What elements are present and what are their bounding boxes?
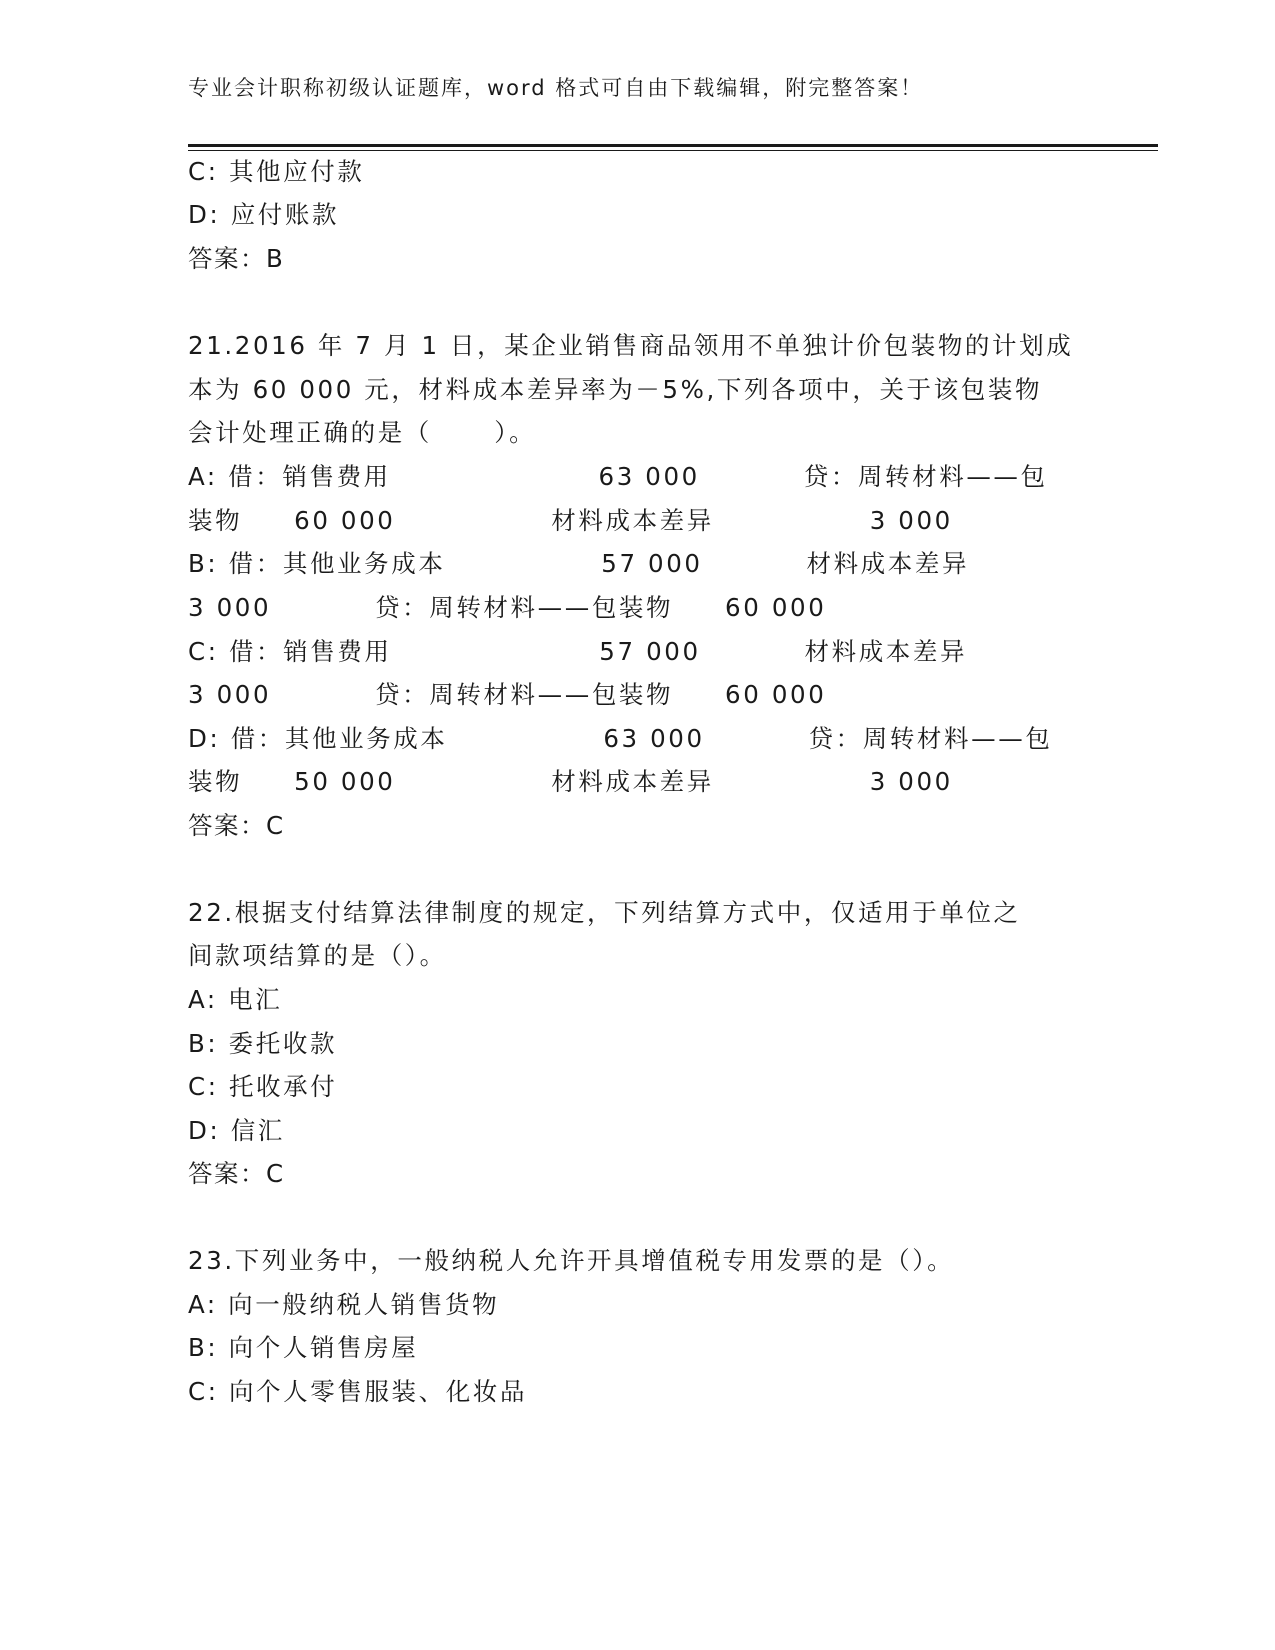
q21-option-b-line-2: 3 000 贷：周转材料——包装物 60 000	[188, 593, 827, 622]
q21-option-d-line-2: 装物 50 000 材料成本差异 3 000	[188, 767, 953, 796]
q22-stem-line-1: 22.根据支付结算法律制度的规定，下列结算方式中，仅适用于单位之	[188, 898, 1021, 927]
q23-stem: 23.下列业务中，一般纳税人允许开具增值税专用发票的是（）。	[188, 1246, 955, 1275]
q23-option-c: C: 向个人零售服装、化妆品	[188, 1377, 528, 1406]
q22-stem-line-2: 间款项结算的是（）。	[188, 941, 447, 970]
q21-stem-line-3: 会计处理正确的是（ ）。	[188, 418, 537, 447]
q20-option-c: C: 其他应付款	[188, 157, 365, 186]
q22-option-d: D: 信汇	[188, 1116, 285, 1145]
q20-answer: 答案：B	[188, 244, 285, 273]
q21-answer: 答案：C	[188, 811, 285, 840]
q23-option-a: A: 向一般纳税人销售货物	[188, 1290, 500, 1319]
q21-option-c-line-1: C: 借：销售费用 57 000 材料成本差异	[188, 637, 968, 666]
q21-option-a-line-1: A: 借：销售费用 63 000 贷：周转材料——包	[188, 462, 1048, 491]
q21-option-a-line-2: 装物 60 000 材料成本差异 3 000	[188, 506, 953, 535]
q22-option-b: B: 委托收款	[188, 1029, 338, 1058]
q22-option-c: C: 托收承付	[188, 1072, 338, 1101]
q21-stem-line-1: 21.2016 年 7 月 1 日，某企业销售商品领用不单独计价包装物的计划成	[188, 331, 1074, 360]
q22-option-a: A: 电汇	[188, 985, 283, 1014]
q21-option-d-line-1: D: 借：其他业务成本 63 000 贷：周转材料——包	[188, 724, 1053, 753]
q21-stem-line-2: 本为 60 000 元，材料成本差异率为－5%,下列各项中，关于该包装物	[188, 375, 1043, 404]
header-rule-thick	[188, 144, 1158, 147]
q21-option-c-line-2: 3 000 贷：周转材料——包装物 60 000	[188, 680, 827, 709]
q21-option-b-line-1: B: 借：其他业务成本 57 000 材料成本差异	[188, 549, 970, 578]
header-rule-thin	[188, 150, 1158, 151]
q20-option-d: D: 应付账款	[188, 200, 340, 229]
q23-option-b: B: 向个人销售房屋	[188, 1333, 419, 1362]
page-header: 专业会计职称初级认证题库，word 格式可自由下载编辑，附完整答案！	[188, 76, 924, 100]
q22-answer: 答案：C	[188, 1159, 285, 1188]
